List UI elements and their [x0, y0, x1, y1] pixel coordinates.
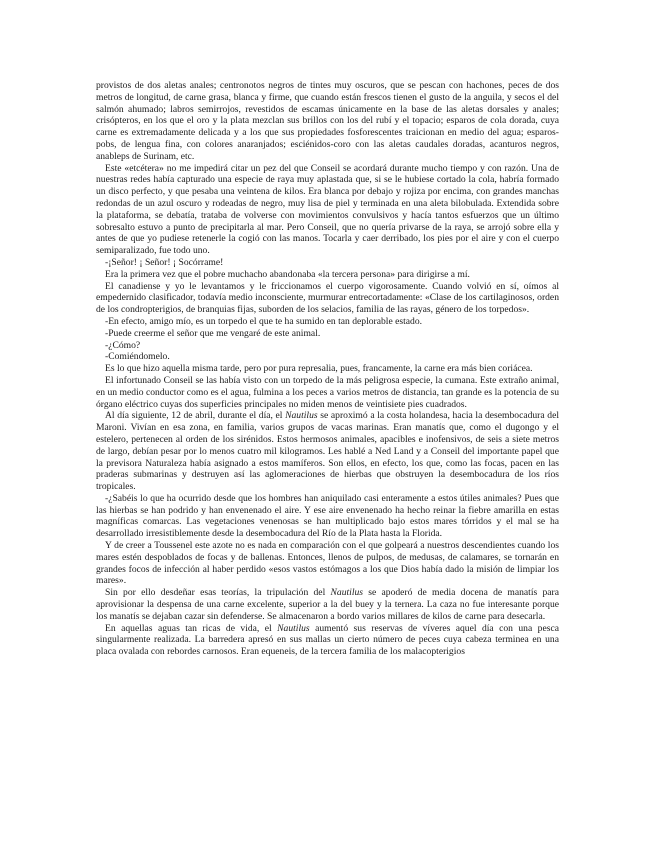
book-page — [96, 80, 559, 658]
paragraph — [96, 281, 559, 316]
paragraph — [96, 340, 559, 352]
text-run: El infortunado Conseil se las había visto con un torpedo de la más peligrosa especie, la cumana. Este extraño animal, en un medio conductor como es el agua, fulmina a los peces a varios metros de distancia, tan grande es la potencia de su órgano eléctrico cuyas dos superficies principales no miden menos de veintisiete pies cuadrados. — [96, 374, 559, 410]
paragraph — [96, 328, 559, 340]
italic-text: Nautilus — [277, 622, 310, 634]
text-run: El canadiense y yo le levantamos y le friccionamos el cuerpo vigorosamente. Cuando volvió en sí, oímos al empedernido clasificador, todavía medio inconsciente, murmurar entrecortadamente: «Clase de los cartilaginosos, orden de los condropterigios, de branquias fijas, suborden de los selacios, familia de las rayas, género de los torpedos». — [96, 280, 559, 316]
text-run: En aquellas aguas tan ricas de vida, el — [105, 622, 278, 634]
text-run: -¡Señor! ¡ Señor! ¡ Socórrame! — [105, 256, 224, 268]
text-run: se apoderó de media docena de manatís para aprovisionar la despensa de una carne excelente, superior a la del buey y la ternera. La caza no fue interesante porque los manatís se dejaban cazar sin defenderse. Se almacenaron a bordo varios millares de kilos de carne para desecarla. — [96, 587, 559, 622]
paragraph — [96, 257, 559, 269]
paragraph — [96, 316, 559, 328]
text-run: Y de creer a Toussenel este azote no es nada en comparación con el que golpeará a nuestros descendientes cuando los mares estén despoblados de focas y de ballenas. Entonces, llenos de pulpos, de medusas, de calamares, se tornarán en grandes focos de infección al haber perdido «esos vastos estómagos a los que Dios había dado la misión de limpiar los mares». — [96, 540, 559, 587]
paragraph — [96, 587, 559, 622]
text-run: se aproximó a la costa holandesa, hacia la desembocadura del Maroni. Vivían en esa zona, en familia, varios grupos de vacas marinas. Eran manatís que, como el dugongo y el estelero, pertenecen al orden de los sirénidos. Estos hermosos animales, apacibles e inofensivos, de seis a siete metros de largo, debían pesar por lo menos cuatro mil kilogramos. Les hablé a Ned Land y a Conseil del importante papel que la previsora Naturaleza había asignado a estos mamíferos. Son ellos, en efecto, los que, como las focas, pacen en las praderas submarinas y destruyen así las aglomeraciones de hierbas que obstruyen la desembocadura de los ríos tropicales. — [96, 410, 559, 493]
text-run: -¿Cómo? — [105, 339, 141, 351]
paragraph — [96, 540, 559, 587]
italic-text: Nautilus — [285, 410, 318, 422]
text-run: Sin por ello desdeñar esas teorías, la tripulación del — [105, 587, 331, 599]
text-run: aumentó sus reservas de víveres aquel día con una pesca singularmente realizada. La barredera apresó en sus mallas un cierto número de peces cuya cabeza terminea en una placa ovalada con rebordes carnosos. Eran equeneis, de la tercera familia de los malacopterigios — [96, 622, 559, 658]
paragraph — [96, 623, 559, 658]
paragraph — [96, 363, 559, 375]
text-run: Este «etcétera» no me impedirá citar un pez del que Conseil se acordará durante mucho tiempo y con razón. Una de nuestras redes había capturado una especie de raya muy aplastada que, si se le hubiese cortado la cola, habría formado un disco perfecto, y que pesaba una veintena de kilos. Era blanca por debajo y rojiza por encima, con grandes manchas redondas de un azul oscuro y rodeadas de negro, muy lisa de piel y terminada en una aleta bilobulada. Extendida sobre la plataforma, se debatía, trataba de volverse con movimientos convulsivos y hacía tantos esfuerzos que un último sobresalto estuvo a punto de precipitarla al mar. Pero Conseil, que no quería privarse de la raya, se arrojó sobre ella y antes de que yo pudiese retenerle la cogió con las manos. Tocarla y caer derribado, los pies por el aire y con el cuerpo semiparalizado, fue todo uno. — [96, 162, 559, 257]
text-run: Era la primera vez que el pobre muchacho abandonaba «la tercera persona» para dirigirse a mí. — [105, 268, 470, 280]
text-run: -¿Sabéis lo que ha ocurrido desde que los hombres han aniquilado casi enteramente a estos útiles animales? Pues que las hierbas se han podrido y han envenenado el aire. Y ese aire envenenado ha hecho reinar la fiebre amarilla en estas magníficas comarcas. Las vegetaciones venenosas se han multiplicado bajo estos mares tórridos y el mal se ha desarrollado irresistiblemente desde la desembocadura del Río de la Plata hasta la Florida. — [96, 492, 559, 540]
text-run: -Comiéndomelo. — [105, 351, 170, 363]
paragraph — [96, 375, 559, 410]
text-run: Al día siguiente, 12 de abril, durante el día, el — [105, 410, 286, 422]
paragraph — [96, 80, 559, 163]
text-run: -En efecto, amigo mío, es un torpedo el que te ha sumido en tan deplorable estado. — [105, 315, 423, 327]
paragraph — [96, 163, 559, 257]
italic-text: Nautilus — [330, 587, 364, 599]
paragraph — [96, 410, 559, 493]
paragraph — [96, 269, 559, 281]
paragraph — [96, 493, 559, 540]
text-run: Es lo que hizo aquella misma tarde, pero por pura represalia, pues, francamente, la carne era más bien coriácea. — [105, 363, 533, 375]
text-run: -Puede creerme el señor que me vengaré de este animal. — [105, 327, 321, 339]
text-run: provistos de dos aletas anales; centronotos negros de tintes muy oscuros, que se pescan con hachones, peces de dos metros de longitud, de carne grasa, blanca y firme, que cuando están frescos tienen el gusto de la anguila, y secos el del salmón ahumado; labros semirrojos, revestidos de escamas únicamente en la base de las aletas dorsales y anales; crisópteros, en los que el oro y la plata mezclan sus brillos con los del rubí y el topacio; esparos de cola dorada, cuya carne es extremadamente delicada y a los que sus propiedades fosforescentes traicionan en medio del agua; esparos-pobs, de lengua fina, con colores anaranjados; esciénidos-coro con las aletas caudales doradas, acanturos negros, anableps de Surinam, etc. — [96, 80, 559, 162]
paragraph — [96, 351, 559, 363]
